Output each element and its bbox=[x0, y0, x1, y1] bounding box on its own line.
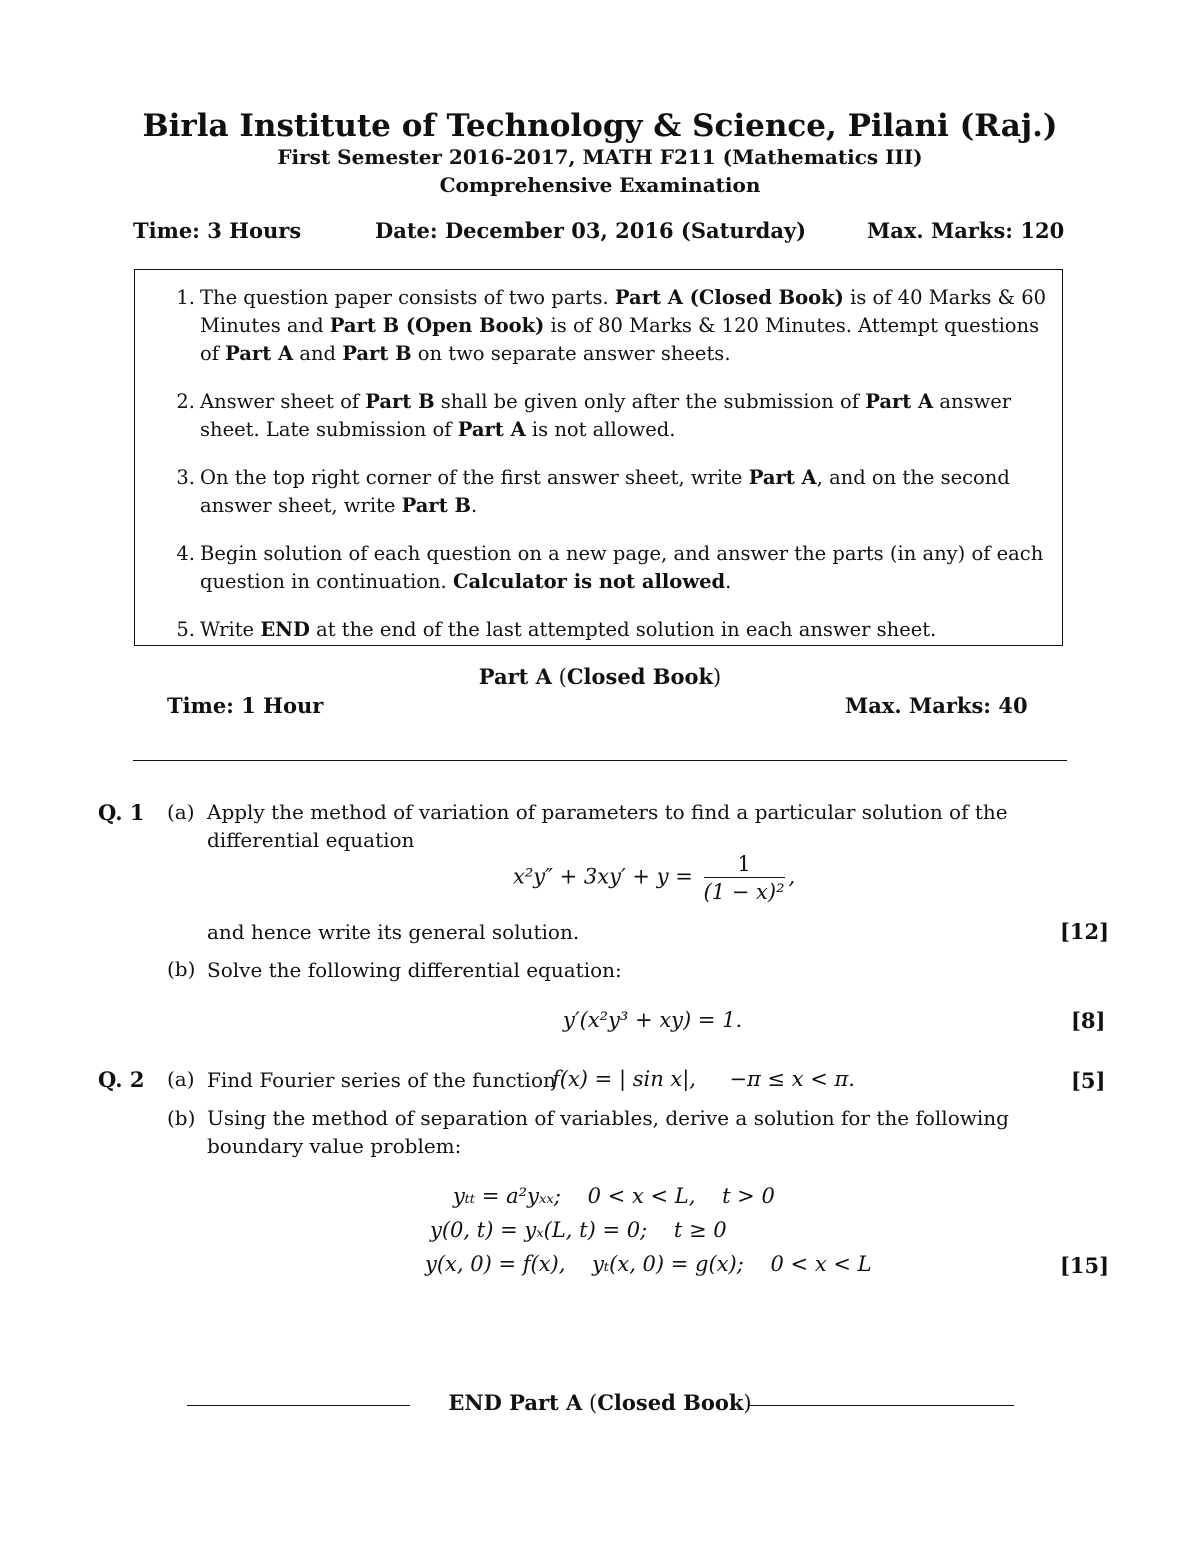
q2-part-a-label: (a) bbox=[167, 1067, 195, 1091]
end-part-a-text bbox=[0, 1390, 1200, 1415]
q1-part-a-after: and hence write its general solution. bbox=[207, 920, 580, 944]
instructions-box bbox=[134, 269, 1063, 646]
q1-part-b-text: Solve the following differential equation: bbox=[207, 958, 622, 982]
instruction-text: On the top right corner of the first answer sheet, write Part A, and on the second answer sheet, write Part B. bbox=[200, 466, 1010, 517]
q2-part-a-text: Find Fourier series of the function bbox=[207, 1068, 556, 1092]
instruction-number: 1. bbox=[176, 286, 195, 309]
part-a-title: Part A (Closed Book) bbox=[478, 664, 722, 689]
q2-bvp-equation-2: y(0, t) = yₓ(L, t) = 0; t ≥ 0 bbox=[430, 1218, 727, 1242]
q1-eq-tail: , bbox=[788, 864, 796, 889]
q2-part-b-marks: [15] bbox=[1060, 1253, 1110, 1278]
q1-part-a-text: Apply the method of variation of parameters to find a particular solution of the differential equation bbox=[207, 800, 1008, 852]
instruction-number: 4. bbox=[176, 542, 195, 565]
exam-time: Time: 3 Hours bbox=[133, 218, 302, 243]
q1-eq-lhs: x²y″ + 3xy′ + y = bbox=[513, 864, 693, 889]
q2-part-b-text: Using the method of separation of variables, derive a solution for the following boundary value problem: bbox=[207, 1106, 1009, 1158]
institute-title: Birla Institute of Technology & Science, Pilani (Raj.) bbox=[142, 108, 1058, 144]
q1-part-b-label: (b) bbox=[167, 957, 196, 981]
instruction-number: 3. bbox=[176, 466, 195, 489]
q1-part-b-marks: [8] bbox=[1071, 1008, 1106, 1033]
q1-equation-b: y′(x²y³ + xy) = 1. bbox=[563, 1008, 743, 1032]
q1-eq-denominator: (1 − x)² bbox=[703, 880, 785, 904]
q1-equation-a bbox=[513, 852, 795, 904]
q1-eq-fraction bbox=[704, 852, 785, 904]
q2-bvp-equation-1: yₜₜ = a²yₓₓ; 0 < x < L, t > 0 bbox=[453, 1184, 775, 1208]
q1-eq-numerator: 1 bbox=[704, 852, 785, 878]
instruction-text: Write END at the end of the last attempted solution in each answer sheet. bbox=[200, 618, 937, 641]
q1-part-a-label: (a) bbox=[167, 800, 195, 824]
question-2-label: Q. 2 bbox=[98, 1067, 145, 1092]
section-divider bbox=[133, 760, 1067, 761]
q2-part-a-marks: [5] bbox=[1071, 1068, 1106, 1093]
q2-equation-a: f(x) = | sin x|, −π ≤ x < π. bbox=[552, 1067, 855, 1091]
exam-max-marks: Max. Marks: 120 bbox=[867, 218, 1065, 243]
q1-part-a-marks: [12] bbox=[1060, 919, 1110, 944]
instruction-number: 2. bbox=[176, 390, 195, 413]
q2-bvp-equation-3: y(x, 0) = f(x), yₜ(x, 0) = g(x); 0 < x < L bbox=[425, 1252, 872, 1276]
end-rule-right bbox=[749, 1405, 1014, 1406]
instruction-text: Answer sheet of Part B shall be given only after the submission of Part A answer sheet. Late submission of Part A is not allowed. bbox=[200, 390, 1012, 441]
q2-part-b-label: (b) bbox=[167, 1106, 196, 1130]
part-a-max-marks: Max. Marks: 40 bbox=[845, 693, 1028, 718]
instruction-text: Begin solution of each question on a new page, and answer the parts (in any) of each question in continuation. Calculator is not allowed. bbox=[200, 542, 1044, 593]
instruction-number: 5. bbox=[176, 618, 195, 641]
semester-subtitle: First Semester 2016-2017, MATH F211 (Mathematics III) bbox=[277, 145, 923, 169]
exam-date: Date: December 03, 2016 (Saturday) bbox=[375, 218, 807, 243]
end-label: END Part A (Closed Book) bbox=[448, 1390, 752, 1415]
question-1-label: Q. 1 bbox=[98, 800, 145, 825]
part-a-time: Time: 1 Hour bbox=[167, 693, 324, 718]
instruction-text: The question paper consists of two parts. Part A (Closed Book) is of 40 Marks & 60 Minutes and Part B (Open Book) is of 80 Marks & 120 Minutes. Attempt questions of Part A and Part B on two separate answer sheets. bbox=[200, 286, 1047, 365]
exam-name: Comprehensive Examination bbox=[439, 173, 761, 197]
